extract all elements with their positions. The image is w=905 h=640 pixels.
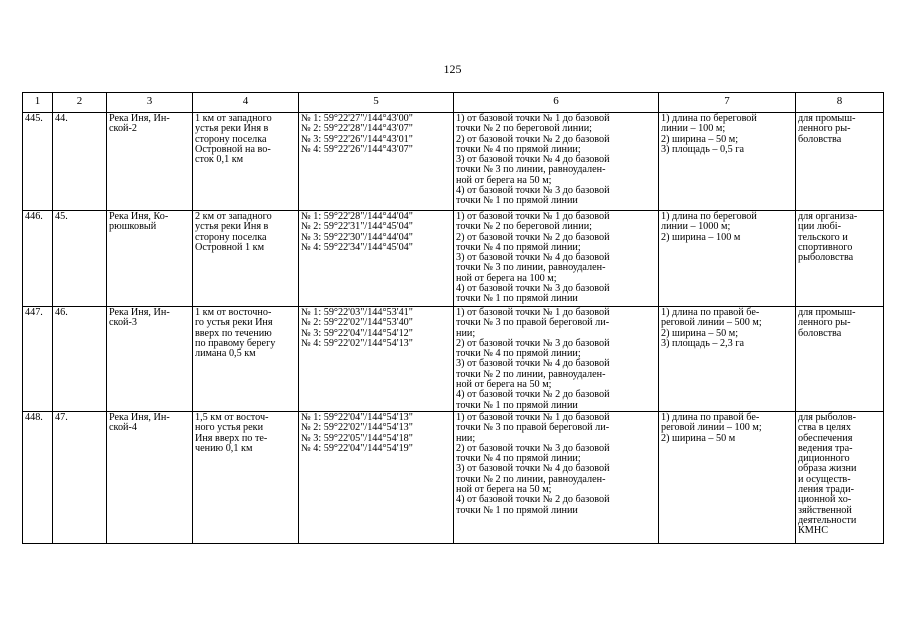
- purpose-cell: [796, 411, 884, 543]
- dimensions-cell: [659, 211, 796, 307]
- cell-text-line: точки № 2 по береговой линии;: [456, 123, 592, 135]
- header-cell: 5: [299, 93, 454, 113]
- cell-text-line: ного устья реки: [195, 422, 264, 434]
- cell-text-line: точки № 4 по прямой линии;: [456, 143, 581, 155]
- cell-text-line: реговой линии – 500 м;: [661, 317, 762, 329]
- cell-text-line: зяйственной: [798, 504, 852, 516]
- header-cell: 8: [796, 93, 884, 113]
- cell-text-line: ной от берега на 50 м;: [456, 174, 552, 186]
- cell-text: 446.: [25, 211, 43, 222]
- cell-text-line: ционной хо-: [798, 494, 852, 506]
- coordinates-cell: [299, 113, 454, 211]
- cell-text-line: точки № 4 по прямой линии;: [456, 348, 581, 360]
- cell-text-line: спортивного: [798, 241, 853, 253]
- boundary-description-cell: [454, 113, 659, 211]
- cell-text: 45.: [55, 211, 68, 222]
- cell-text-line: боловства: [798, 327, 842, 339]
- cell-text-line: 2) от базовой точки № 3 до базовой: [456, 442, 610, 454]
- row-number-cell: [23, 211, 53, 307]
- site-number-cell: [53, 411, 107, 543]
- cell-text-line: для рыболов-: [798, 411, 856, 423]
- cell-text-line: № 2: 59°22'02"/144°54'13": [301, 422, 413, 434]
- boundary-description-cell: [454, 411, 659, 543]
- header-cell: 1: [23, 93, 53, 113]
- cell-text-line: № 4: 59°22'26"/144°43'07": [301, 143, 413, 155]
- cell-text-line: 4) от базовой точки № 2 до базовой: [456, 494, 610, 506]
- cell-text-line: тельского и: [798, 231, 848, 243]
- site-name-cell: [107, 113, 193, 211]
- cell-text-line: 3) от базовой точки № 4 до базовой: [456, 154, 610, 166]
- cell-text-line: для организа-: [798, 211, 858, 222]
- cell-text-line: ской-3: [109, 317, 137, 329]
- cell-text-line: и осуществ-: [798, 473, 851, 485]
- table-header-row: [23, 93, 884, 113]
- cell-text-line: № 3: 59°22'30"/144°44'04": [301, 231, 413, 243]
- cell-text-line: по правому берегу: [195, 337, 276, 349]
- boundary-description-cell: [454, 211, 659, 307]
- cell-text-line: ленного ры-: [798, 317, 851, 329]
- cell-text-line: № 1: 59°22'27"/144°43'00": [301, 113, 413, 124]
- header-cell: 6: [454, 93, 659, 113]
- cell-text-line: ной от берега на 50 м;: [456, 484, 552, 496]
- cell-text-line: Река Иня, Ко-: [109, 211, 169, 222]
- cell-text-line: 2) ширина – 50 м;: [661, 133, 739, 145]
- cell-text-line: № 3: 59°22'26"/144°43'01": [301, 133, 413, 145]
- cell-text-line: точки № 4 по прямой линии;: [456, 241, 581, 253]
- cell-text-line: Островной 1 км: [195, 241, 265, 253]
- site-name-cell: [107, 411, 193, 543]
- site-number-cell: [53, 307, 107, 412]
- cell-text-line: нии;: [456, 327, 476, 339]
- cell-text-line: КМНС: [798, 525, 829, 537]
- cell-text-line: 1) от базовой точки № 1 до базовой: [456, 411, 610, 423]
- cell-text-line: точки № 3 по линии, равноудален-: [456, 164, 606, 176]
- cell-text-line: 3) от базовой точки № 4 до базовой: [456, 463, 610, 475]
- cell-text-line: № 1: 59°22'03"/144°53'41": [301, 307, 413, 318]
- cell-text: 447.: [25, 307, 43, 318]
- cell-text-line: боловства: [798, 133, 842, 145]
- cell-text-line: № 2: 59°22'31"/144°45'04": [301, 221, 413, 233]
- cell-text-line: диционного: [798, 453, 850, 465]
- table-row: [23, 211, 884, 307]
- cell-text-line: точки № 4 по прямой линии;: [456, 453, 581, 465]
- cell-text-line: сторону поселка: [195, 231, 267, 243]
- cell-text-line: точки № 1 по прямой линии: [456, 293, 578, 305]
- cell-text-line: 2) ширина – 100 м: [661, 231, 741, 243]
- cell-text-line: 3) площадь – 2,3 га: [661, 337, 745, 349]
- cell-text-line: реговой линии – 100 м;: [661, 422, 762, 434]
- cell-text-line: образа жизни: [798, 463, 857, 475]
- cell-text-line: 2) ширина – 50 м: [661, 432, 736, 444]
- cell-text-line: обеспечения: [798, 432, 853, 444]
- site-name-cell: [107, 307, 193, 412]
- cell-text-line: точки № 3 по правой береговой ли-: [456, 422, 610, 434]
- cell-text-line: ведения тра-: [798, 442, 853, 454]
- location-cell: [193, 307, 299, 412]
- cell-text-line: чению 0,1 км: [195, 442, 253, 454]
- cell-text-line: Река Иня, Ин-: [109, 411, 170, 423]
- cell-text-line: № 4: 59°22'34"/144°45'04": [301, 241, 413, 253]
- fishing-areas-table: [22, 92, 884, 544]
- cell-text-line: 4) от базовой точки № 3 до базовой: [456, 185, 610, 197]
- cell-text-line: № 3: 59°22'04"/144°54'12": [301, 327, 413, 339]
- cell-text-line: лимана 0,5 км: [195, 348, 256, 360]
- table-row: [23, 307, 884, 412]
- boundary-description-cell: [454, 307, 659, 412]
- cell-text-line: устья реки Иня в: [195, 221, 269, 233]
- row-number-cell: [23, 411, 53, 543]
- cell-text-line: сторону поселка: [195, 133, 267, 145]
- cell-text-line: точки № 2 по береговой линии;: [456, 221, 592, 233]
- cell-text: 46.: [55, 307, 68, 318]
- cell-text-line: го устья реки Иня: [195, 317, 273, 329]
- header-cell: 4: [193, 93, 299, 113]
- dimensions-cell: [659, 113, 796, 211]
- cell-text-line: 2 км от западного: [195, 211, 272, 222]
- table-row: [23, 411, 884, 543]
- cell-text-line: № 4: 59°22'02"/144°54'13": [301, 337, 413, 349]
- cell-text-line: ной от берега на 100 м;: [456, 272, 557, 284]
- cell-text-line: ской-4: [109, 422, 137, 434]
- cell-text-line: точки № 2 по линии, равноудален-: [456, 368, 606, 380]
- header-cell: 2: [53, 93, 107, 113]
- cell-text: 44.: [55, 113, 68, 124]
- dimensions-cell: [659, 307, 796, 412]
- cell-text-line: линии – 1000 м;: [661, 221, 731, 233]
- cell-text-line: 3) от базовой точки № 4 до базовой: [456, 252, 610, 264]
- cell-text-line: № 2: 59°22'02"/144°53'40": [301, 317, 413, 329]
- location-cell: [193, 211, 299, 307]
- cell-text-line: точки № 3 по линии, равноудален-: [456, 262, 606, 274]
- site-number-cell: [53, 113, 107, 211]
- cell-text-line: 2) от базовой точки № 3 до базовой: [456, 337, 610, 349]
- cell-text-line: 2) ширина – 50 м;: [661, 327, 739, 339]
- cell-text-line: точки № 1 по прямой линии: [456, 399, 578, 411]
- cell-text-line: 1) длина по береговой: [661, 113, 757, 124]
- cell-text-line: ции любі-: [798, 221, 842, 233]
- purpose-cell: [796, 307, 884, 412]
- cell-text-line: рюшковый: [109, 221, 157, 233]
- cell-text-line: точки № 1 по прямой линии: [456, 195, 578, 207]
- coordinates-cell: [299, 307, 454, 412]
- site-name-cell: [107, 211, 193, 307]
- cell-text-line: ной от берега на 50 м;: [456, 379, 552, 391]
- cell-text-line: нии;: [456, 432, 476, 444]
- cell-text-line: № 2: 59°22'28"/144°43'07": [301, 123, 413, 135]
- cell-text-line: 1) от базовой точки № 1 до базовой: [456, 113, 610, 124]
- cell-text-line: рыболовства: [798, 252, 854, 264]
- cell-text-line: ленного ры-: [798, 123, 851, 135]
- purpose-cell: [796, 211, 884, 307]
- row-number-cell: [23, 113, 53, 211]
- cell-text-line: 1,5 км от восточ-: [195, 411, 269, 423]
- cell-text-line: ской-2: [109, 123, 137, 135]
- cell-text-line: 3) от базовой точки № 4 до базовой: [456, 358, 610, 370]
- cell-text-line: Река Иня, Ин-: [109, 307, 170, 318]
- cell-text: 448.: [25, 411, 43, 423]
- cell-text-line: 1) длина по правой бе-: [661, 307, 760, 318]
- cell-text-line: деятельности: [798, 514, 857, 526]
- purpose-cell: [796, 113, 884, 211]
- cell-text-line: 1) длина по правой бе-: [661, 411, 760, 423]
- cell-text-line: для промыш-: [798, 113, 856, 124]
- cell-text-line: 2) от базовой точки № 2 до базовой: [456, 231, 610, 243]
- location-cell: [193, 113, 299, 211]
- cell-text-line: 1) длина по береговой: [661, 211, 757, 222]
- cell-text-line: 4) от базовой точки № 2 до базовой: [456, 389, 610, 401]
- cell-text-line: Иня вверх по те-: [195, 432, 268, 444]
- cell-text-line: 1) от базовой точки № 1 до базовой: [456, 307, 610, 318]
- cell-text-line: ства в целях: [798, 422, 851, 434]
- cell-text-line: 3) площадь – 0,5 га: [661, 143, 745, 155]
- header-cell: 3: [107, 93, 193, 113]
- cell-text-line: точки № 3 по правой береговой ли-: [456, 317, 610, 329]
- cell-text-line: сток 0,1 км: [195, 154, 244, 166]
- cell-text-line: 2) от базовой точки № 2 до базовой: [456, 133, 610, 145]
- cell-text-line: 1 км от западного: [195, 113, 272, 124]
- location-cell: [193, 411, 299, 543]
- dimensions-cell: [659, 411, 796, 543]
- site-number-cell: [53, 211, 107, 307]
- cell-text-line: Островной на во-: [195, 143, 271, 155]
- cell-text-line: ления тради-: [798, 484, 854, 496]
- header-cell: 7: [659, 93, 796, 113]
- cell-text-line: 1) от базовой точки № 1 до базовой: [456, 211, 610, 222]
- page-number: 125: [443, 62, 462, 76]
- cell-text-line: устья реки Иня в: [195, 123, 269, 135]
- cell-text-line: № 1: 59°22'04"/144°54'13": [301, 411, 413, 423]
- cell-text: 47.: [55, 411, 68, 423]
- cell-text-line: точки № 1 по прямой линии: [456, 504, 578, 516]
- cell-text-line: № 1: 59°22'28"/144°44'04": [301, 211, 413, 222]
- coordinates-cell: [299, 411, 454, 543]
- cell-text-line: № 4: 59°22'04"/144°54'19": [301, 442, 413, 454]
- coordinates-cell: [299, 211, 454, 307]
- cell-text-line: 4) от базовой точки № 3 до базовой: [456, 283, 610, 295]
- cell-text-line: точки № 2 по линии, равноудален-: [456, 473, 606, 485]
- cell-text: 445.: [25, 113, 43, 124]
- row-number-cell: [23, 307, 53, 412]
- cell-text-line: Река Иня, Ин-: [109, 113, 170, 124]
- cell-text-line: для промыш-: [798, 307, 856, 318]
- cell-text-line: № 3: 59°22'05"/144°54'18": [301, 432, 413, 444]
- cell-text-line: вверх по течению: [195, 327, 272, 339]
- cell-text-line: линии – 100 м;: [661, 123, 726, 135]
- cell-text-line: 1 км от восточно-: [195, 307, 272, 318]
- table-row: [23, 113, 884, 211]
